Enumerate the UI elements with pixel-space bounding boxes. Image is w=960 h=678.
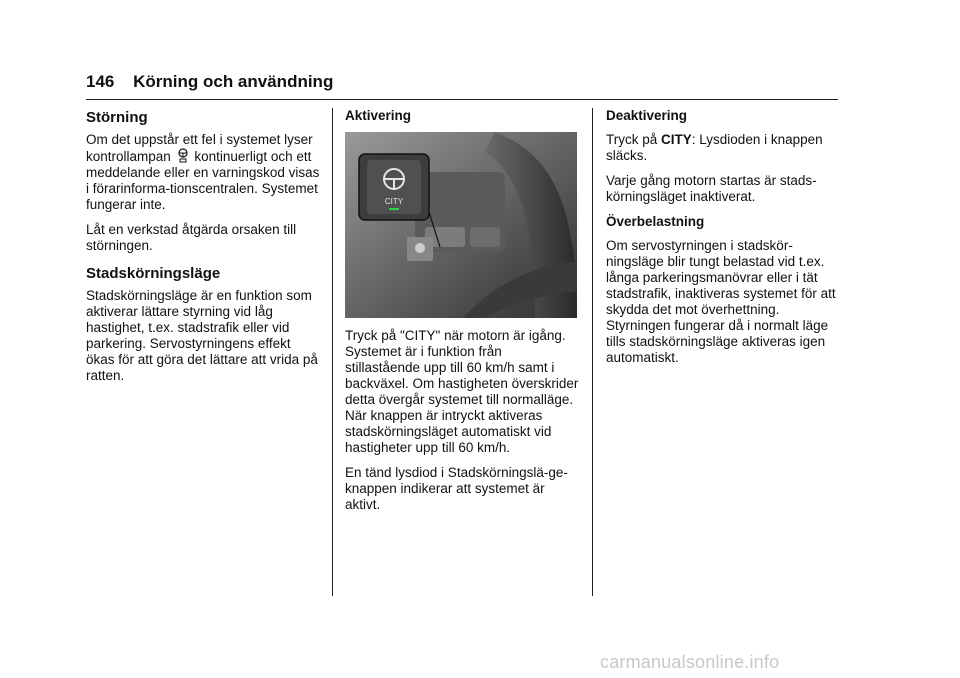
fault-text-before: Om det uppstår ett fel i systemet lyser kontrollampan <box>86 132 313 164</box>
heading-city-mode: Stadskörningsläge <box>86 265 221 282</box>
city-button-label: CITY <box>384 197 404 206</box>
activation-paragraph: Tryck på "CITY" när motorn är igång. Systemet är i funktion från stillastående upp till 60 km/h samt i backväxel. Om hastigheten överskrider detta övergår systemet till normalläge. När knappen är intryckt aktiveras stadskörningsläget automatiskt vid hastigheter upp till 60 km/h. <box>345 328 579 455</box>
city-mode-paragraph: Stadskörningsläge är en funktion som aktiverar lättare styrning vid låg hastighet, t.ex. stadstrafik eller vid parkering. Servostyrningens effekt ökas för att göra det lättare att vrida på ratten. <box>86 288 318 383</box>
heading-overload: Överbelastning <box>606 214 705 229</box>
column-2 <box>345 108 579 522</box>
column-3 <box>606 108 842 375</box>
page-header <box>86 72 333 92</box>
header-rule <box>86 99 838 100</box>
deactivation-suffix: : Lysdioden i knappen släcks. <box>606 132 823 163</box>
heading-fault: Störning <box>86 109 148 126</box>
fault-paragraph <box>86 132 322 213</box>
watermark: carmanualsonline.info <box>600 652 780 672</box>
column-divider-1 <box>332 108 333 596</box>
column-divider-2 <box>592 108 593 596</box>
heading-deactivation: Deaktivering <box>606 108 688 123</box>
steering-wheel-warning-icon <box>177 148 189 163</box>
page-number: 146 <box>86 72 115 91</box>
deactivation-paragraph <box>606 132 842 164</box>
city-button-photo <box>345 132 577 318</box>
deactivation-prefix: Tryck på <box>606 132 662 147</box>
repair-paragraph: Låt en verkstad åtgärda orsaken till störningen. <box>86 222 297 253</box>
heading-activation: Aktivering <box>345 108 412 123</box>
overload-paragraph: Om servostyrningen i stadskör-ningsläge blir tungt belastad vid t.ex. långa parkeringsmanövrar eller i tät stadstrafik, inaktiveras systemet för att skydda det mot överhettning. Styrningen fungerar då i normalt läge tills stadskörningsläge aktiveras igen automatiskt. <box>606 238 836 365</box>
startup-paragraph: Varje gång motorn startas är stads-körningsläget inaktiverat. <box>606 173 817 204</box>
city-keyword: CITY <box>661 132 692 147</box>
led-paragraph: En tänd lysdiod i Stadskörningslä-ge-knappen indikerar att systemet är aktivt. <box>345 465 568 512</box>
chapter-title: Körning och användning <box>133 72 334 91</box>
column-1 <box>86 108 322 393</box>
fault-text-after: kontinuerligt och ett meddelande eller en varningskod visas i förarinforma-tionscentralen. Systemet fungerar inte. <box>86 149 320 212</box>
